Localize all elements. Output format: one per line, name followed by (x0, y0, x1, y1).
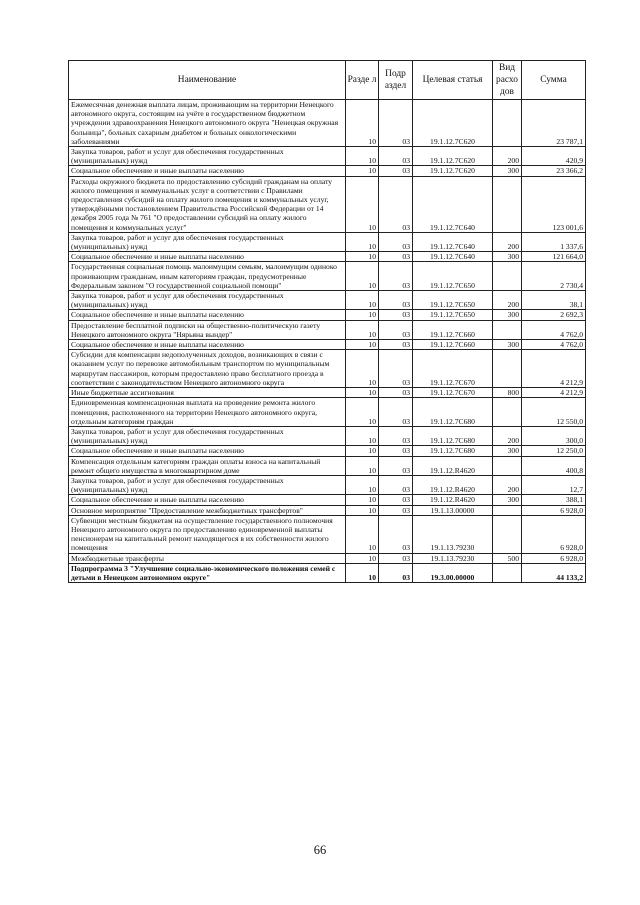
table-row (69, 515, 586, 553)
row-subsection: 03 (379, 515, 413, 553)
table-row (69, 100, 586, 147)
row-type (493, 515, 522, 553)
row-target: 19.1.12.7С640 (413, 252, 493, 262)
table-row (69, 475, 586, 494)
row-subsection: 03 (379, 495, 413, 505)
row-target: 19.1.12.7С640 (413, 176, 493, 232)
row-name: Социальное обеспечение и иные выплаты населению (69, 310, 346, 320)
row-sum: 2 730,4 (522, 262, 586, 291)
table-row (69, 350, 586, 388)
row-sum: 1 337,6 (522, 232, 586, 251)
row-name: Социальное обеспечение и иные выплаты населению (69, 495, 346, 505)
row-type (493, 100, 522, 147)
row-section: 10 (346, 320, 379, 339)
row-subsection: 03 (379, 166, 413, 176)
row-name: Подпрограмма 3 "Улучшение социально-экономического положения семей с детьми в Ненецком автономном округе" (69, 563, 346, 582)
row-sum: 400,8 (522, 456, 586, 475)
table-row (69, 232, 586, 251)
row-subsection: 03 (379, 426, 413, 445)
row-section: 10 (346, 262, 379, 291)
row-type: 200 (493, 291, 522, 310)
row-type: 500 (493, 553, 522, 563)
table-row (69, 563, 586, 582)
row-name: Межбюджетные трансферты (69, 553, 346, 563)
row-subsection: 03 (379, 340, 413, 350)
row-sum: 4 762,0 (522, 340, 586, 350)
row-name: Основное мероприятие "Предоставление межбюджетных трансфертов" (69, 505, 346, 515)
row-subsection: 03 (379, 262, 413, 291)
row-sum: 12 250,0 (522, 446, 586, 456)
row-target: 19.1.12.R4620 (413, 475, 493, 494)
header-type: Вид расхо дов (493, 61, 522, 100)
row-name: Закупка товаров, работ и услуг для обеспечения государственных (муниципальных) нужд (69, 475, 346, 494)
row-subsection: 03 (379, 553, 413, 563)
row-section: 10 (346, 291, 379, 310)
row-target: 19.1.12.7С620 (413, 100, 493, 147)
row-type: 300 (493, 340, 522, 350)
row-target: 19.3.00.00000 (413, 563, 493, 582)
row-type: 300 (493, 446, 522, 456)
row-section: 10 (346, 456, 379, 475)
row-subsection: 03 (379, 100, 413, 147)
row-target: 19.1.12.7С670 (413, 350, 493, 388)
row-section: 10 (346, 398, 379, 427)
table-row (69, 456, 586, 475)
row-name: Расходы окружного бюджета по предоставлению субсидий гражданам на оплату жилого помещения и коммунальных услуг в соответствии с Правилами предоставления субсидий на оплату жилого помещения и коммунальных услуг, утверждёнными постановлением Правительства Российской Федерации от 14 декабря 2005 года № 761 "О предоставлении субсидий на оплату жилого помещения и коммунальных услуг" (69, 176, 346, 232)
row-type: 300 (493, 495, 522, 505)
row-name: Социальное обеспечение и иные выплаты населению (69, 252, 346, 262)
row-sum: 44 133,2 (522, 563, 586, 582)
table-row (69, 147, 586, 166)
row-target: 19.1.12.R4620 (413, 456, 493, 475)
row-type: 300 (493, 310, 522, 320)
row-subsection: 03 (379, 475, 413, 494)
row-name: Предоставление бесплатной подписки на общественно-политическую газету Ненецкого автономного округа "Нярьяна вындер" (69, 320, 346, 339)
row-name: Закупка товаров, работ и услуг для обеспечения государственных (муниципальных) нужд (69, 426, 346, 445)
table-row (69, 262, 586, 291)
row-target: 19.1.13.79230 (413, 515, 493, 553)
row-section: 10 (346, 100, 379, 147)
row-target: 19.1.12.7С620 (413, 166, 493, 176)
row-section: 10 (346, 147, 379, 166)
row-name: Закупка товаров, работ и услуг для обеспечения государственных (муниципальных) нужд (69, 291, 346, 310)
table-row (69, 166, 586, 176)
row-sum: 23 787,1 (522, 100, 586, 147)
table-body (69, 100, 586, 583)
row-subsection: 03 (379, 147, 413, 166)
table-row (69, 505, 586, 515)
row-name: Социальное обеспечение и иные выплаты населению (69, 166, 346, 176)
row-type (493, 350, 522, 388)
header-section: Разде л (346, 61, 379, 100)
row-sum: 12,7 (522, 475, 586, 494)
header-sum: Сумма (522, 61, 586, 100)
row-section: 10 (346, 475, 379, 494)
row-target: 19.1.12.R4620 (413, 495, 493, 505)
row-target: 19.1.12.7С650 (413, 310, 493, 320)
row-type (493, 176, 522, 232)
row-name: Закупка товаров, работ и услуг для обеспечения государственных (муниципальных) нужд (69, 147, 346, 166)
row-target: 19.1.12.7С650 (413, 291, 493, 310)
row-sum: 12 550,0 (522, 398, 586, 427)
row-type: 200 (493, 475, 522, 494)
row-sum: 23 366,2 (522, 166, 586, 176)
row-name: Государственная социальная помощь малоимущим семьям, малоимущим одиноко проживающим гражданам, иным категориям граждан, предусмотренные Федеральным законом "О государственной социальной помощи" (69, 262, 346, 291)
row-target: 19.1.12.7С670 (413, 388, 493, 398)
row-subsection: 03 (379, 232, 413, 251)
table-header (69, 61, 586, 100)
row-subsection: 03 (379, 505, 413, 515)
header-name: Наименование (69, 61, 346, 100)
row-sum: 420,9 (522, 147, 586, 166)
page-number: 66 (313, 843, 327, 857)
row-target: 19.1.12.7С680 (413, 426, 493, 445)
row-sum: 38,1 (522, 291, 586, 310)
row-subsection: 03 (379, 320, 413, 339)
row-type (493, 563, 522, 582)
row-type: 200 (493, 426, 522, 445)
row-section: 10 (346, 340, 379, 350)
row-sum: 123 001,6 (522, 176, 586, 232)
row-target: 19.1.12.7С620 (413, 147, 493, 166)
row-subsection: 03 (379, 291, 413, 310)
row-section: 10 (346, 426, 379, 445)
row-sum: 4 762,0 (522, 320, 586, 339)
row-type (493, 398, 522, 427)
row-type: 200 (493, 147, 522, 166)
table-row (69, 388, 586, 398)
row-target: 19.1.13.00000 (413, 505, 493, 515)
header-subsection: Подр аздел (379, 61, 413, 100)
row-subsection: 03 (379, 176, 413, 232)
row-section: 10 (346, 495, 379, 505)
row-name: Субсидии для компенсации недополученных доходов, возникающих в связи с оказанием услуг по перевозке автомобильным транспортом по муниципальным маршрутам пассажиров, которым предоставлено право бесплатного проезда в соответствии с законодательством Ненецкого автономного округа (69, 350, 346, 388)
table-row (69, 310, 586, 320)
row-sum: 6 928,0 (522, 505, 586, 515)
row-name: Иные бюджетные ассигнования (69, 388, 346, 398)
table-row (69, 446, 586, 456)
row-type: 300 (493, 252, 522, 262)
row-type (493, 505, 522, 515)
row-subsection: 03 (379, 310, 413, 320)
row-section: 10 (346, 505, 379, 515)
row-section: 10 (346, 388, 379, 398)
row-section: 10 (346, 350, 379, 388)
row-type: 800 (493, 388, 522, 398)
row-type (493, 456, 522, 475)
row-target: 19.1.13.79230 (413, 553, 493, 563)
row-subsection: 03 (379, 563, 413, 582)
row-name: Компенсация отдельным категориям граждан оплаты взноса на капитальный ремонт общего имущества в многоквартирном доме (69, 456, 346, 475)
row-section: 10 (346, 553, 379, 563)
row-target: 19.1.12.7С650 (413, 262, 493, 291)
row-sum: 6 928,0 (522, 553, 586, 563)
row-section: 10 (346, 176, 379, 232)
row-name: Социальное обеспечение и иные выплаты населению (69, 446, 346, 456)
header-target: Целевая статья (413, 61, 493, 100)
row-target: 19.1.12.7С680 (413, 446, 493, 456)
row-sum: 2 692,3 (522, 310, 586, 320)
row-subsection: 03 (379, 446, 413, 456)
table-row (69, 176, 586, 232)
table-row (69, 398, 586, 427)
table-row (69, 553, 586, 563)
row-subsection: 03 (379, 252, 413, 262)
row-section: 10 (346, 310, 379, 320)
table-row (69, 252, 586, 262)
row-target: 19.1.12.7С660 (413, 340, 493, 350)
row-type (493, 262, 522, 291)
row-subsection: 03 (379, 456, 413, 475)
row-section: 10 (346, 563, 379, 582)
table-row (69, 320, 586, 339)
row-section: 10 (346, 446, 379, 456)
row-section: 10 (346, 166, 379, 176)
row-name: Ежемесячная денежная выплата лицам, проживающим на территории Ненецкого автономного округа, состоящим на учёте в государственном бюджетном учреждении здравоохранения Ненецкого автономного округа "Ненецкая окружная больница", больных сахарным диабетом и больных онкологическими заболеваниями (69, 100, 346, 147)
row-subsection: 03 (379, 388, 413, 398)
row-name: Закупка товаров, работ и услуг для обеспечения государственных (муниципальных) нужд (69, 232, 346, 251)
row-section: 10 (346, 515, 379, 553)
table-row (69, 340, 586, 350)
row-name: Субвенции местным бюджетам на осуществление государственного полномочия Ненецкого автономного округа по предоставлению единовременной выплаты пенсионерам на капитальный ремонт находящегося в их собственности жилого помещения (69, 515, 346, 553)
table-row (69, 426, 586, 445)
row-sum: 300,0 (522, 426, 586, 445)
row-type: 300 (493, 166, 522, 176)
row-sum: 4 212,9 (522, 350, 586, 388)
row-type (493, 320, 522, 339)
row-sum: 6 928,0 (522, 515, 586, 553)
row-section: 10 (346, 252, 379, 262)
row-sum: 388,1 (522, 495, 586, 505)
row-name: Социальное обеспечение и иные выплаты населению (69, 340, 346, 350)
row-target: 19.1.12.7С660 (413, 320, 493, 339)
row-name: Единовременная компенсационная выплата на проведение ремонта жилого помещения, расположенного на территории Ненецкого автономного округа, отдельным категориям граждан (69, 398, 346, 427)
row-target: 19.1.12.7С640 (413, 232, 493, 251)
row-section: 10 (346, 232, 379, 251)
row-subsection: 03 (379, 398, 413, 427)
budget-table (68, 60, 586, 583)
row-type: 200 (493, 232, 522, 251)
row-sum: 4 212,9 (522, 388, 586, 398)
row-subsection: 03 (379, 350, 413, 388)
table-row (69, 291, 586, 310)
row-sum: 121 664,0 (522, 252, 586, 262)
row-target: 19.1.12.7С680 (413, 398, 493, 427)
table-row (69, 495, 586, 505)
